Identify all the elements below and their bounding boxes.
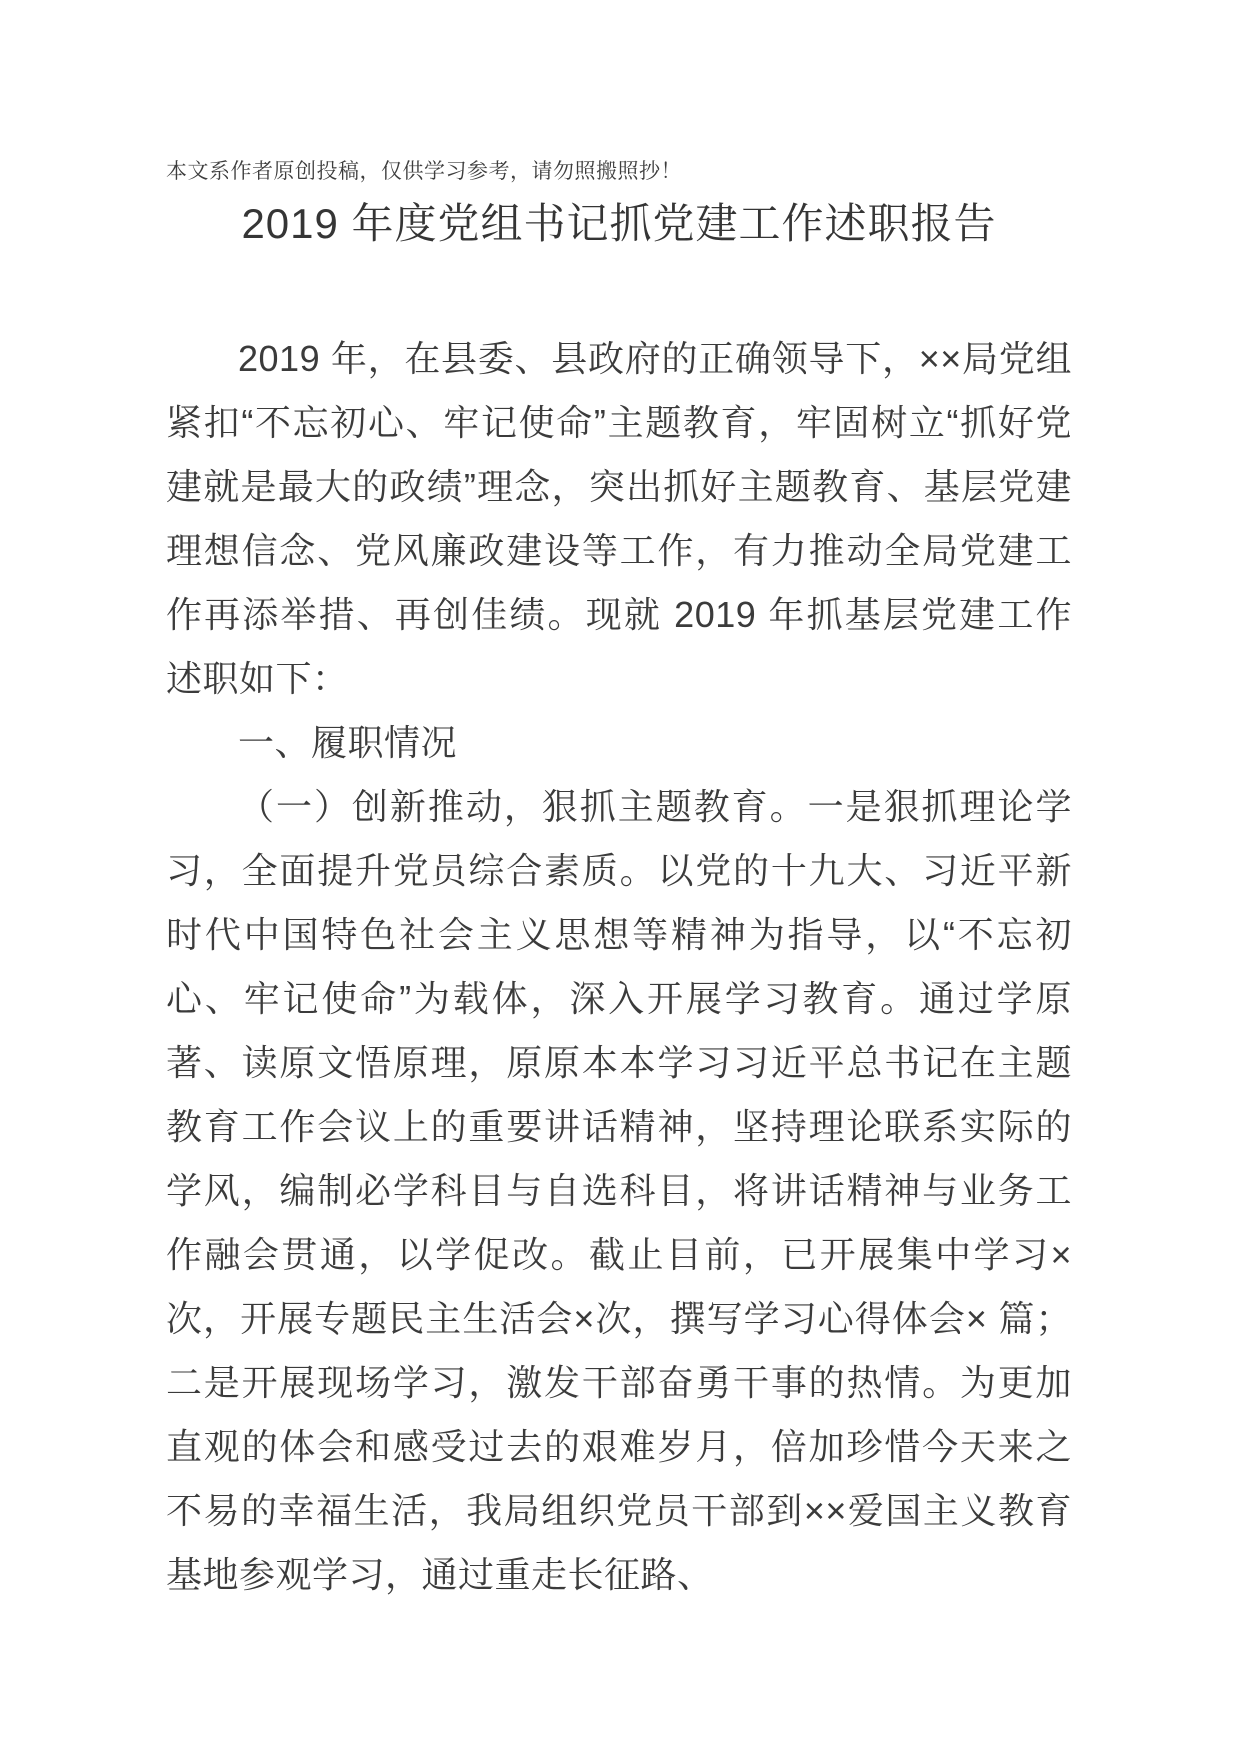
paragraph-intro: 2019 年，在县委、县政府的正确领导下，××局党组紧扣“不忘初心、牢记使命”主题教育，牢固树立“抓好党建就是最大的政绩”理念，突出抓好主题教育、基层党建理想信念、党风廉政建设等工作，有力推动全局党建工作再添举措、再创佳绩。现就 2019 年抓基层党建工作述职如下： — [166, 338, 1072, 699]
document-body — [166, 327, 1072, 1607]
document-title: 2019 年度党组书记抓党建工作述职报告 — [241, 200, 997, 247]
disclaimer-note: 本文系作者原创投稿，仅供学习参考，请勿照搬照抄！ — [166, 160, 682, 183]
section-heading-performance: 一、履职情况 — [238, 722, 458, 763]
paragraph-section-1-1: （一）创新推动，狠抓主题教育。一是狠抓理论学习，全面提升党员综合素质。以党的十九大、习近平新时代中国特色社会主义思想等精神为指导，以“不忘初心、牢记使命”为载体，深入开展学习教育。通过学原著、读原文悟原理，原原本本学习习近平总书记在主题教育工作会议上的重要讲话精神，坚持理论联系实际的学风，编制必学科目与自选科目，将讲话精神与业务工作融会贯通，以学促改。截止目前，已开展集中学习×次，开展专题民主生活会×次，撰写学习心得体会× 篇；二是开展现场学习，激发干部奋勇干事的热情。为更加直观的体会和感受过去的艰难岁月，倍加珍惜今天来之不易的幸福生活，我局组织党员干部到××爱国主义教育基地参观学习，通过重走长征路、 — [166, 786, 1072, 1595]
